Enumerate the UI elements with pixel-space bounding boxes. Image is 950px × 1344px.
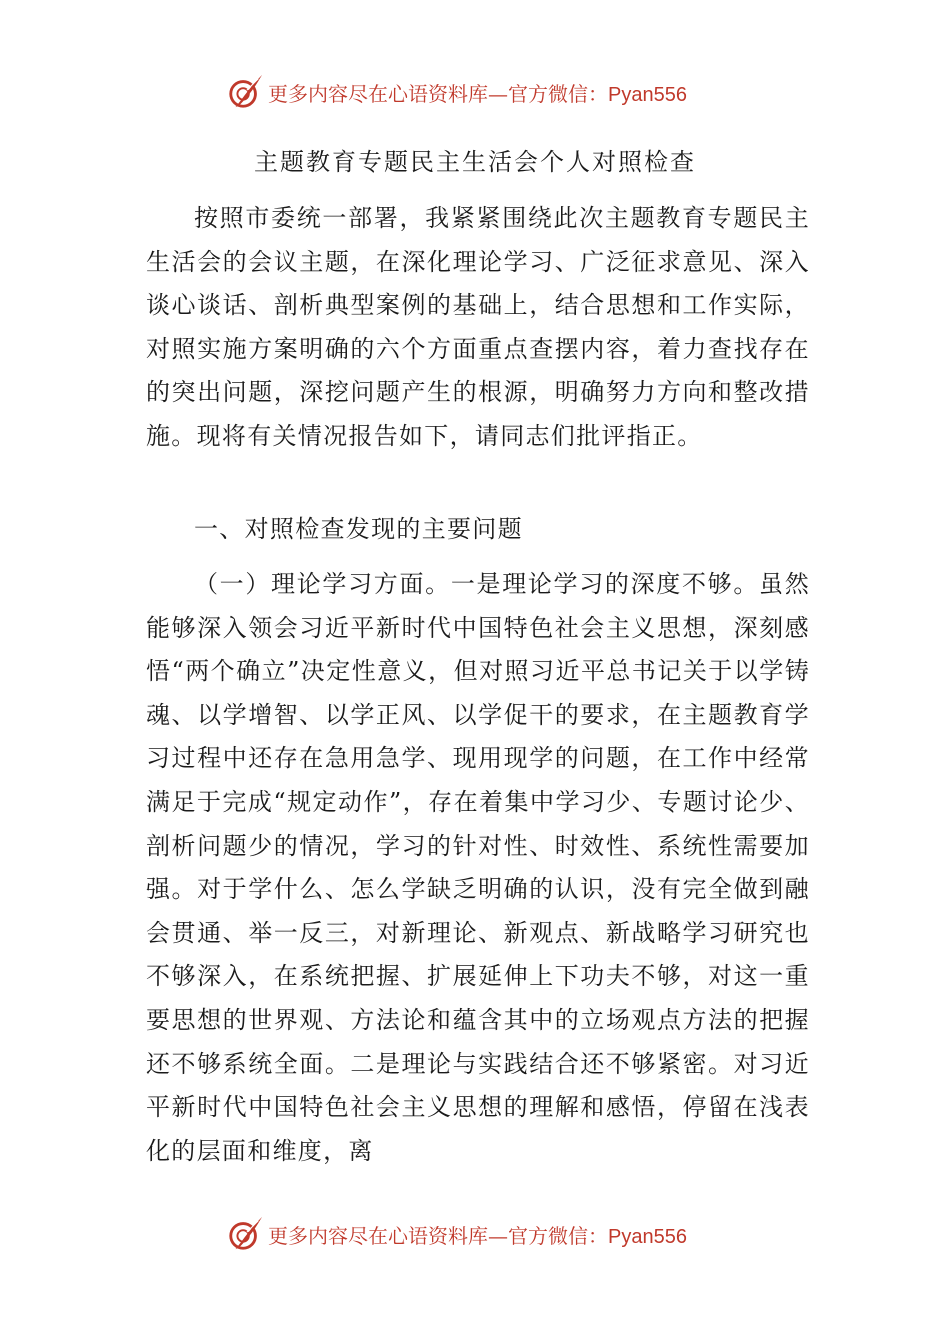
quill-logo-icon [226, 1215, 264, 1253]
watermark-wechat-id: Pyan556 [608, 83, 687, 106]
document-title: 主题教育专题民主生活会个人对照检查 [254, 148, 696, 176]
section-heading: 一、对照检查发现的主要问题 [194, 515, 523, 543]
watermark-text [268, 1220, 687, 1249]
watermark-wechat-id: Pyan556 [608, 1225, 687, 1248]
watermark-banner-bottom [226, 1214, 687, 1254]
intro-paragraph: 按照市委统一部署，我紧紧围绕此次主题教育专题民主生活会的会议主题，在深化理论学习、广泛征求意见、深入谈心谈话、剖析典型案例的基础上，结合思想和工作实际，对照实施方案明确的六个方面重点查摆内容，着力查找存在的突出问题，深挖问题产生的根源，明确努力方向和整改措施。现将有关情况报告如下，请同志们批评指正。 [146, 204, 810, 450]
watermark-banner-top [226, 72, 687, 112]
quill-logo-icon [226, 73, 264, 111]
watermark-text [268, 78, 687, 107]
watermark-slogan: 更多内容尽在心语资料库— [268, 81, 508, 106]
section-paragraph: （一）理论学习方面。一是理论学习的深度不够。虽然能够深入领会习近平新时代中国特色社会主义思想，深刻感悟“两个确立”决定性意义，但对照习近平总书记关于以学铸魂、以学增智、以学正风、以学促干的要求，在主题教育学习过程中还存在急用急学、现用现学的问题，在工作中经常满足于完成“规定动作”，存在着集中学习少、专题讨论少、剖析问题少的情况，学习的针对性、时效性、系统性需要加强。对于学什么、怎么学缺乏明确的认识，没有完全做到融会贯通、举一反三，对新理论、新观点、新战略学习研究也不够深入，在系统把握、扩展延伸上下功夫不够，对这一重要思想的世界观、方法论和蕴含其中的立场观点方法的把握还不够系统全面。二是理论与实践结合还不够紧密。对习近平新时代中国特色社会主义思想的理解和感悟，停留在浅表化的层面和维度，离 [146, 570, 810, 1165]
watermark-wechat-label: 官方微信： [508, 1223, 608, 1248]
watermark-slogan: 更多内容尽在心语资料库— [268, 1223, 508, 1248]
watermark-wechat-label: 官方微信： [508, 81, 608, 106]
